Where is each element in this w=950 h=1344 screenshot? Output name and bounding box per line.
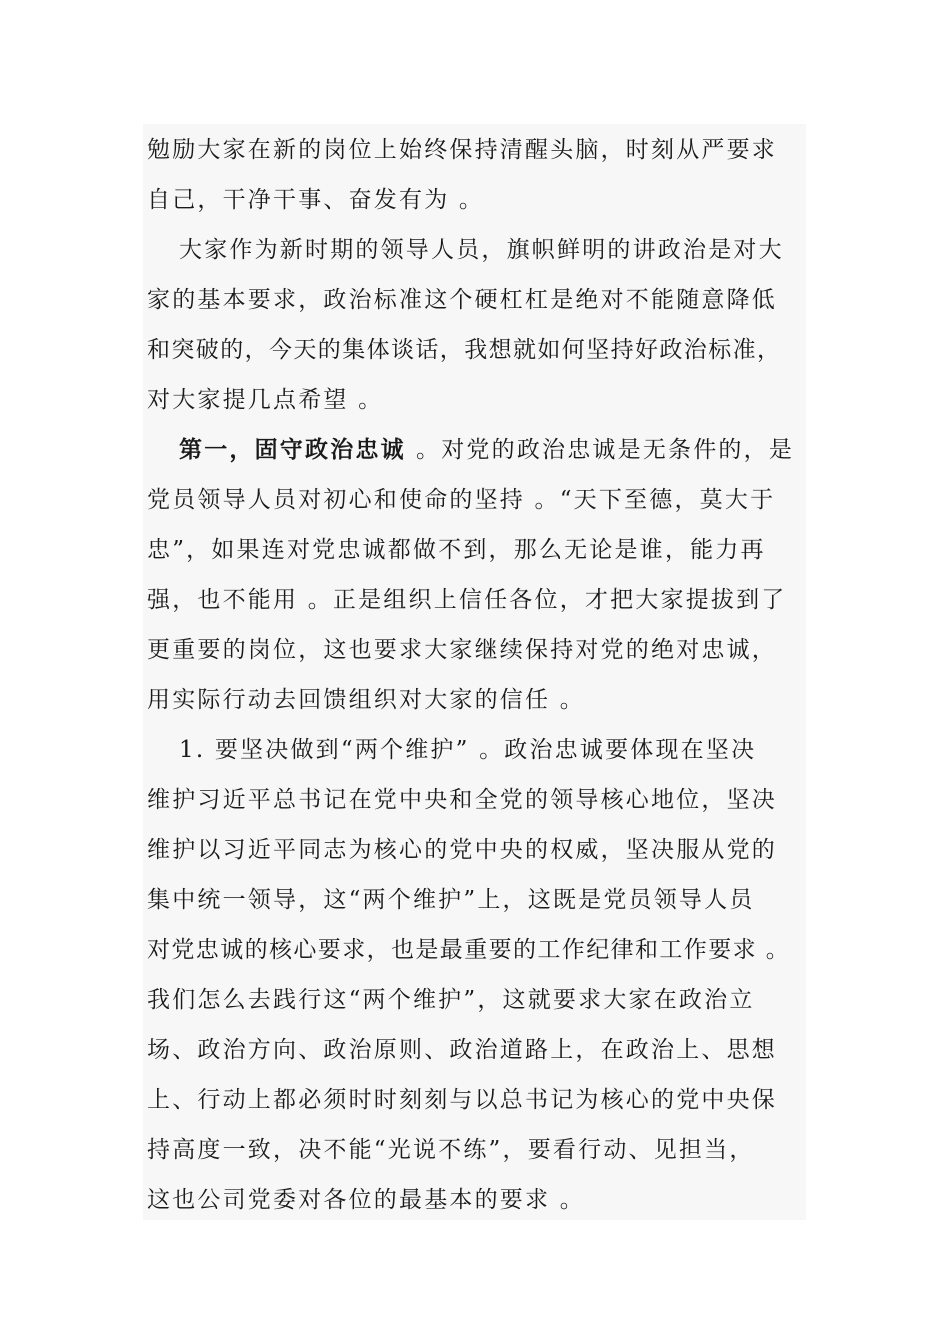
paragraph-line-4: 家的基本要求，政治标准这个硬杠杠是绝对不能随意降低	[147, 287, 777, 313]
section-one-first-line	[179, 430, 794, 470]
paragraph-line-5: 和突破的，今天的集体谈话，我想就如何坚持好政治标准，	[147, 337, 782, 363]
paragraph-line-1: 勉励大家在新的岗位上始终保持清醒头脑，时刻从严要求	[147, 137, 777, 163]
section-one-heading: 第一，固守政治忠诚	[179, 436, 417, 463]
paragraph-line-21: 持高度一致，决不能“光说不练”，要看行动、见担当，	[147, 1137, 755, 1163]
paragraph-line-8: 党员领导人员对初心和使命的坚持 。“天下至德，莫大于	[147, 487, 776, 513]
paragraph-line-16: 集中统一领导，这“两个维护”上，这既是党员领导人员	[147, 887, 755, 913]
point-one-first-line: 1. 要坚决做到“两个维护” 。政治忠诚要体现在坚决	[179, 737, 757, 763]
paragraph-line-14: 维护习近平总书记在党中央和全党的领导核心地位，坚决	[147, 787, 777, 813]
paragraph-line-11: 更重要的岗位，这也要求大家继续保持对党的绝对忠诚，	[147, 637, 777, 663]
paragraph-line-3: 大家作为新时期的领导人员，旗帜鲜明的讲政治是对大	[179, 237, 784, 263]
paragraph-line-17: 对党忠诚的核心要求，也是最重要的工作纪律和工作要求 。	[147, 937, 791, 963]
paragraph-line-19: 场、政治方向、政治原则、政治道路上，在政治上、思想	[147, 1037, 777, 1063]
paragraph-line-12: 用实际行动去回馈组织对大家的信任 。	[147, 687, 585, 713]
paragraph-line-9: 忠”，如果连对党忠诚都做不到，那么无论是谁，能力再	[147, 537, 766, 563]
paragraph-line-15: 维护以习近平同志为核心的党中央的权威，坚决服从党的	[147, 837, 777, 863]
paragraph-line-10: 强，也不能用 。正是组织上信任各位，才把大家提拔到了	[147, 587, 787, 613]
paragraph-line-20: 上、行动上都必须时时刻刻与以总书记为核心的党中央保	[147, 1087, 777, 1113]
paragraph-line-2: 自己，干净干事、奋发有为 。	[147, 187, 485, 213]
paragraph-line-18: 我们怎么去践行这“两个维护”，这就要求大家在政治立	[147, 987, 755, 1013]
paragraph-line-6: 对大家提几点希望 。	[147, 387, 384, 413]
paragraph-line-22: 这也公司党委对各位的最基本的要求 。	[147, 1187, 585, 1213]
section-one-lead: 。对党的政治忠诚是无条件的，是	[416, 437, 795, 463]
